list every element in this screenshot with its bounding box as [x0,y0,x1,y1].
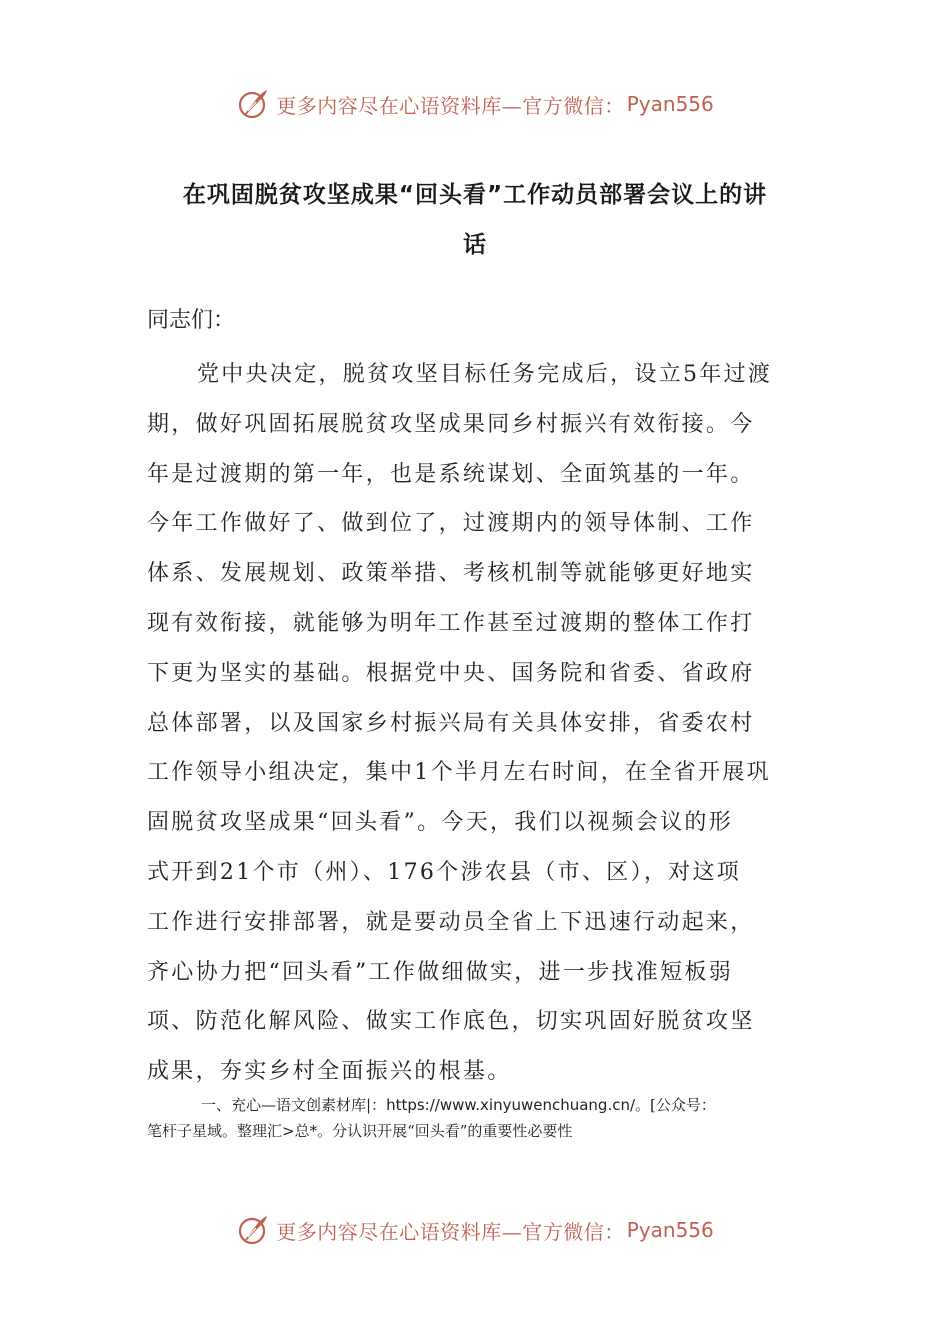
note-url-link[interactable]: https://www.xinyuwenchuang.cn/ [386,1096,636,1114]
body-line: 工作进行安排部署，就是要动员全省上下迅速行动起来， [147,909,755,935]
body-line: 年是过渡期的第一年，也是系统谋划、全面筑基的一年。 [147,461,755,487]
quill-logo-icon [236,1213,270,1247]
footer-watermark-banner [0,1210,950,1250]
section-note [147,1092,807,1144]
body-line: 党中央决定，脱贫攻坚目标任务完成后，设立5年过渡 [197,362,773,387]
body-line: 总体部署，以及国家乡村振兴局有关具体安排，省委农村 [147,710,755,736]
banner-wechat-id: Pyan556 [626,1218,714,1242]
banner-wechat-id: Pyan556 [626,92,714,116]
body-line: 式开到21个市（州）、176个涉农县（市、区），对这项 [147,859,742,885]
body-line: 今年工作做好了、做到位了，过渡期内的领导体制、工作 [147,511,755,537]
body-line: 齐心协力把“回头看”工作做细做实，进一步找准短板弱 [147,959,733,985]
banner-text: 更多内容尽在心语资料库—官方微信： [276,1219,625,1244]
body-line: 下更为坚实的基础。根据党中央、国务院和省委、省政府 [147,660,755,686]
body-line: 工作领导小组决定，集中1个半月左右时间，在全省开展巩 [147,760,771,786]
title-line-1: 在巩固脱贫攻坚成果“回头看”工作动员部署会议上的讲 [182,182,768,208]
salutation: 同志们： [147,308,236,333]
banner-text: 更多内容尽在心语资料库—官方微信： [276,93,625,118]
body-paragraph [147,350,807,1097]
document-title [150,170,800,270]
body-line: 项、防范化解风险、做实工作底色，切实巩固好脱贫攻坚 [147,1009,755,1035]
note-prefix: 一、充心—语文创素材库|： [201,1096,387,1114]
body-line: 成果，夯实乡村全面振兴的根基。 [147,1059,512,1085]
body-line: 期，做好巩固拓展脱贫攻坚成果同乡村振兴有效衔接。今 [147,411,755,437]
note-line-1 [147,1092,807,1118]
body-line: 体系、发展规划、政策举措、考核机制等就能够更好地实 [147,561,755,587]
note-suffix: 。[公众号： [635,1096,716,1114]
body-line: 固脱贫攻坚成果“回头看”。今天，我们以视频会议的形 [147,810,733,836]
header-watermark-banner [0,84,950,124]
note-line-2: 笔杆子星域。整理汇>总*。分认识开展“回头看”的重要性必要性 [147,1122,573,1140]
body-line: 现有效衔接，就能够为明年工作甚至过渡期的整体工作打 [147,610,755,636]
quill-logo-icon [236,87,270,121]
title-line-2: 话 [463,232,487,258]
